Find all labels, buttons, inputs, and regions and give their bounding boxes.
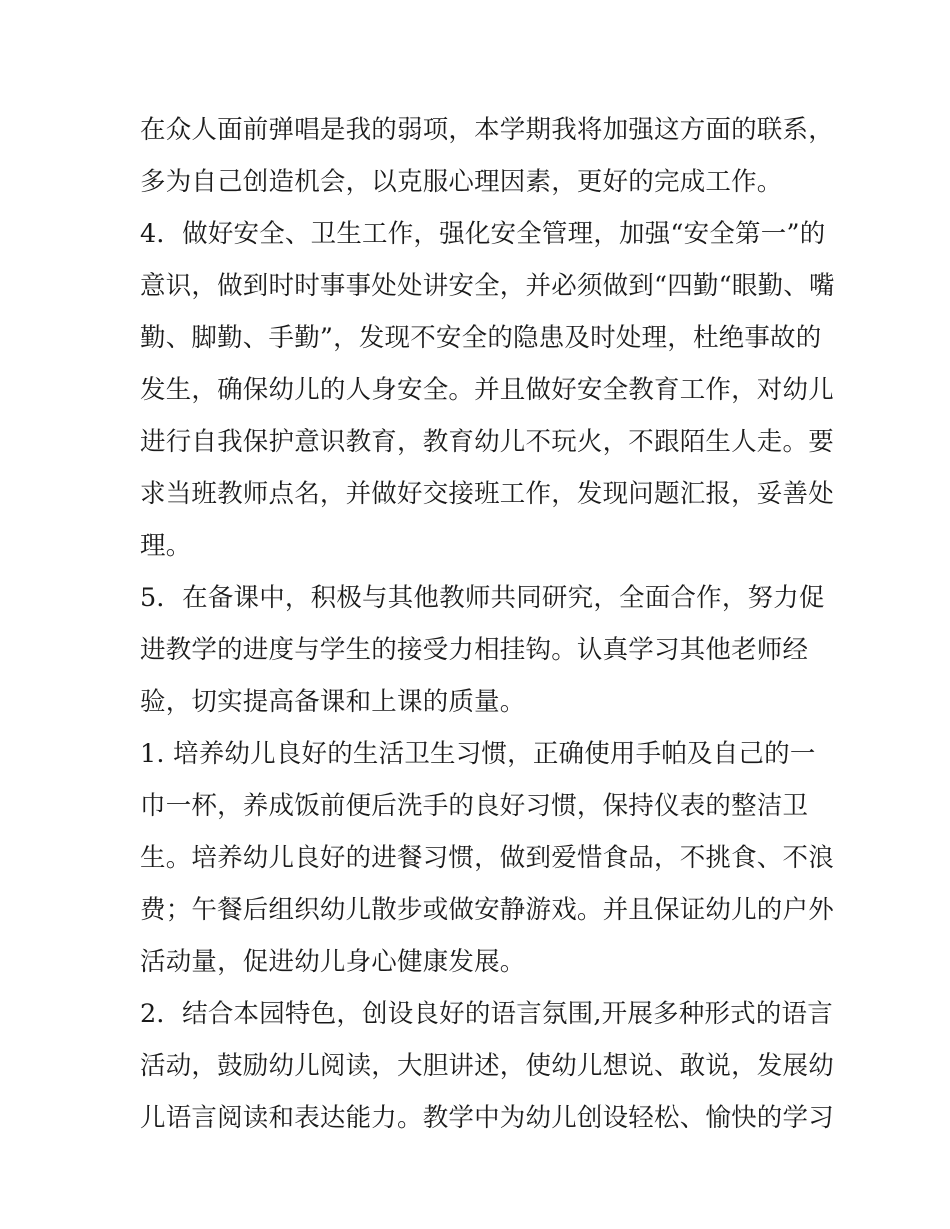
- text-line-1: 在众人面前弹唱是我的弱项，本学期我将加强这方面的联系，: [140, 115, 834, 145]
- text-line-4: 意识，做到时时事事处处讲安全，并必须做到“四勤“眼勤、嘴: [140, 271, 835, 301]
- text-line-9: 理。: [140, 531, 192, 561]
- text-line-2: 多为自己创造机会，以克服心理因素，更好的完成工作。: [140, 167, 783, 197]
- text-line-13: 1. 培养幼儿良好的生活卫生习惯，正确使用手帕及自己的一: [140, 739, 816, 769]
- text-line-12: 验，切实提高备课和上课的质量。: [140, 687, 526, 717]
- text-line-14: 巾一杯，养成饭前便后洗手的良好习惯，保持仪表的整洁卫: [140, 791, 809, 821]
- text-line-6: 发生，确保幼儿的人身安全。并且做好安全教育工作，对幼儿: [140, 375, 834, 405]
- text-line-5: 勤、脚勤、手勤”，发现不安全的隐患及时处理，杜绝事故的: [140, 323, 822, 353]
- text-line-16: 费；午餐后组织幼儿散步或做安静游戏。并且保证幼儿的户外: [140, 895, 834, 925]
- document-body: [140, 104, 835, 1144]
- text-line-11: 进教学的进度与学生的接受力相挂钩。认真学习其他老师经: [140, 635, 809, 665]
- text-line-3: 4．做好安全、卫生工作，强化安全管理，加强“安全第一”的: [140, 219, 826, 249]
- text-line-19: 活动，鼓励幼儿阅读，大胆讲述，使幼儿想说、敢说，发展幼: [140, 1051, 834, 1081]
- text-line-18: 2．结合本园特色，创设良好的语言氛围,开展多种形式的语言: [140, 999, 833, 1029]
- text-line-7: 进行自我保护意识教育，教育幼儿不玩火，不跟陌生人走。要: [140, 427, 834, 457]
- text-line-20: 儿语言阅读和表达能力。教学中为幼儿创设轻松、愉快的学习: [140, 1103, 834, 1133]
- text-line-8: 求当班教师点名，并做好交接班工作，发现问题汇报，妥善处: [140, 479, 834, 509]
- text-line-15: 生。培养幼儿良好的进餐习惯，做到爱惜食品，不挑食、不浪: [140, 843, 834, 873]
- text-line-10: 5．在备课中，积极与其他教师共同研究，全面合作，努力促: [140, 583, 825, 613]
- text-line-17: 活动量，促进幼儿身心健康发展。: [140, 947, 526, 977]
